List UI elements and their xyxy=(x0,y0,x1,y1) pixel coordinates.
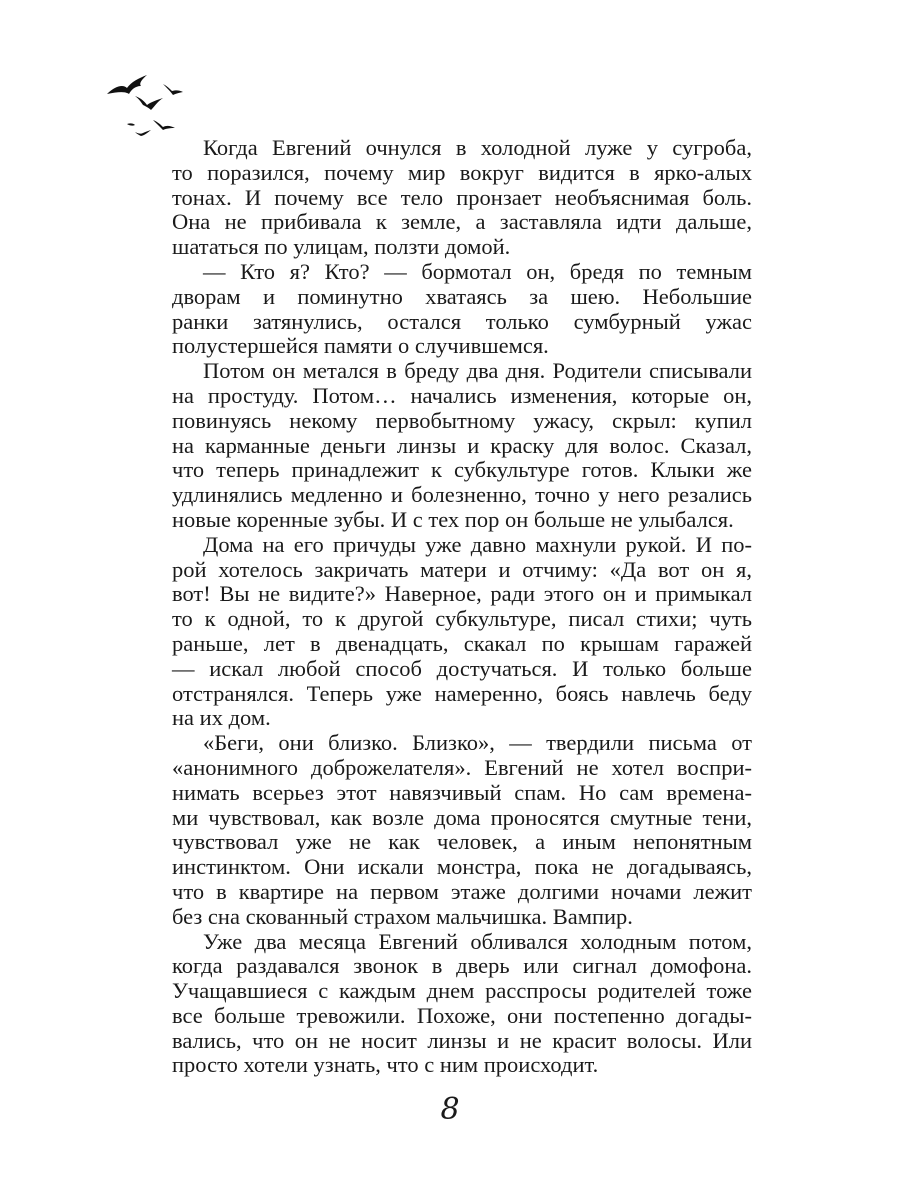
text-line: без сна скованный страхом мальчишка. Вампир. xyxy=(172,903,633,929)
text-line: инстинктом. Они искали монстра, пока не догадываясь, xyxy=(172,854,752,880)
text-line: вались, что он не носит линзы и не красит волосы. Или xyxy=(172,1027,752,1053)
paragraph xyxy=(172,136,752,260)
text-line: повинуясь некому первобытному ужасу, скрыл: купил xyxy=(172,407,752,433)
text-line: Дома на его причуды уже давно махнули рукой. И по- xyxy=(203,531,752,557)
text-line: тонах. И почему все тело пронзает необъяснимая боль. xyxy=(172,184,752,210)
text-line: дворам и поминутно хватаясь за шею. Небольшие xyxy=(172,283,752,309)
text-line: рой хотелось закричать матери и отчиму: «Да вот он я, xyxy=(172,556,752,582)
text-line: полустершейся памяти о случившемся. xyxy=(172,333,549,359)
text-line: Потом он метался в бреду два дня. Родители списывали xyxy=(203,358,752,384)
body-text xyxy=(172,136,752,1078)
text-line: — Кто я? Кто? — бормотал он, бредя по темным xyxy=(203,258,752,284)
text-line: шататься по улицам, ползти домой. xyxy=(172,234,511,260)
text-line: «анонимного доброжелателя». Евгений не хотел воспри- xyxy=(172,754,752,780)
page-number: 8 xyxy=(440,1092,460,1127)
text-line: вот! Вы не видите?» Наверное, ради этого он и примыкал xyxy=(172,581,752,607)
text-line: все больше тревожили. Похоже, они постепенно догады- xyxy=(172,1002,752,1028)
text-line: Уже два месяца Евгений обливался холодным потом, xyxy=(203,928,752,954)
text-line: Учащавшиеся с каждым днем расспросы родителей тоже xyxy=(172,978,752,1004)
text-line: когда раздавался звонок в дверь или сигнал домофона. xyxy=(172,953,752,979)
text-line: чувствовал уже не как человек, а иным непонятным xyxy=(172,829,752,855)
text-line: на их дом. xyxy=(172,705,271,731)
text-line: новые коренные зубы. И с тех пор он больше не улыбался. xyxy=(172,506,734,532)
text-line: на простуду. Потом… начались изменения, которые он, xyxy=(172,382,752,408)
text-line: просто хотели узнать, что с ним происходит. xyxy=(172,1052,599,1078)
paragraph xyxy=(172,260,752,359)
text-line: отстранялся. Теперь уже намеренно, боясь навлечь беду xyxy=(172,680,752,706)
paragraph xyxy=(172,930,752,1079)
text-line: удлинялись медленно и болезненно, точно у него резались xyxy=(172,482,752,508)
paragraph xyxy=(172,533,752,731)
text-line: «Беги, они близко. Близко», — твердили письма от xyxy=(203,730,752,756)
paragraph xyxy=(172,359,752,533)
paragraph xyxy=(172,731,752,929)
text-line: ми чувствовал, как возле дома проносятся смутные тени, xyxy=(172,804,752,830)
text-line: нимать всерьез этот навязчивый спам. Но сам времена- xyxy=(172,779,752,805)
text-line: — искал любой способ достучаться. И только больше xyxy=(172,655,752,681)
text-line: что теперь принадлежит к субкультуре готов. Клыки же xyxy=(172,457,752,483)
text-line: Она не прибивала к земле, а заставляла идти дальше, xyxy=(172,209,752,235)
text-line: раньше, лет в двенадцать, скакал по крышам гаражей xyxy=(172,630,752,656)
text-line: то поразился, почему мир вокруг видится в ярко-алых xyxy=(172,159,752,185)
text-line: Когда Евгений очнулся в холодной луже у сугроба, xyxy=(203,135,752,160)
text-line: то к одной, то к другой субкультуре, писал стихи; чуть xyxy=(172,606,752,632)
text-line: на карманные деньги линзы и краску для волос. Сказал, xyxy=(172,432,752,458)
text-line: ранки затянулись, остался только сумбурный ужас xyxy=(172,308,752,334)
text-line: что в квартире на первом этаже долгими ночами лежит xyxy=(172,878,752,904)
bats-icon xyxy=(105,72,220,140)
